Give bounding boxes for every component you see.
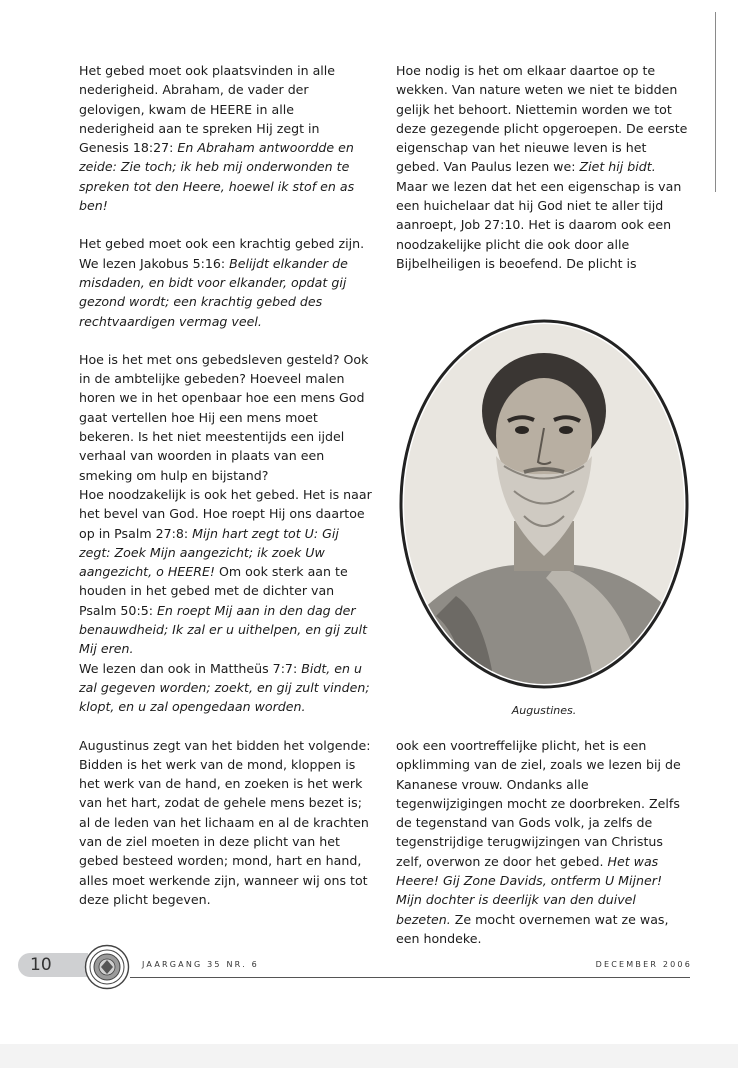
magazine-emblem-icon [84, 944, 130, 990]
augustine-portrait-image [396, 316, 692, 696]
right-paragraph-1: Hoe nodig is het om elkaar daartoe op te wekken. Van nature weten we niet te bidden gelijk het behoort. Niettemin worden we tot deze gezegende plicht opgeroepen. De eerste eigenschap van het nieuwe leven is het gebed. Van Paulus lezen we: Ziet hij bidt. [396, 63, 688, 175]
scan-bottom-strip [0, 1044, 738, 1068]
right-paragraph-3: ook een voortreffelijke plicht, het is een opklimming van de ziel, zoals we lezen bij de Kananese vrouw. Ondanks alle tegenwijzigingen mocht ze doorbreken. Zelfs de tegenstand van Gods volk, ja zelfs de tegenstrijdige terugwijzingen van Christus zelf, overwon ze door het gebed. Het was Heere! Gij Zone Davids, ontferm U Mijner! Mijn dochter is deerlijk van den duivel bezeten. Ze mocht overnemen wat ze was, een hondeke. [396, 738, 681, 946]
footer-rule [130, 977, 690, 978]
right-column-bottom [396, 736, 690, 948]
footer-issue: JAARGANG 35 NR. 6 [142, 960, 259, 969]
page-edge-rule [715, 12, 716, 192]
left-paragraph-1: Het gebed moet ook plaatsvinden in alle nederigheid. Abraham, de vader der gelovigen, kwam de HEERE in alle nederigheid aan te spreken Hij zegt in Genesis 18:27: En Abraham antwoordde en zeide: Zie toch; ik heb mij onderwonden te spreken tot den Heere, hoewel ik stof en as ben! [79, 63, 355, 214]
left-paragraph-2: Het gebed moet ook een krachtig gebed zijn. We lezen Jakobus 5:16: Belijdt elkander de misdaden, en bidt voor elkander, opdat gij gezond wordt; een krachtig gebed des rechtvaardigen vermag veel. [79, 236, 365, 329]
footer-date: DECEMBER 2006 [595, 960, 692, 969]
right-paragraph-2: Maar we lezen dat het een eigenschap is van een huichelaar dat hij God niet te aller tijd aanroept, Job 27:10. Het is daarom ook een noodzakelijke plicht die ook door alle Bijbelheiligen is beoefend. De plicht is [396, 178, 682, 271]
right-column-top [396, 61, 690, 273]
left-paragraph-6: Augustinus zegt van het bidden het volgende: Bidden is het werk van de mond, kloppen is het werk van de hand, en zoeken is het werk van het hart, zodat de gehele mens bezet is; al de leden van het lichaam en al de krachten van de ziel moeten in deze plicht van het gebed besteed worden; mond, hart en hand, alles moet werkende zijn, wanneer wij ons tot deze plicht begeven. [79, 737, 371, 907]
page-number: 10 [30, 955, 52, 975]
left-column [79, 61, 372, 909]
left-paragraph-3: Hoe is het met ons gebedsleven gesteld? Ook in de ambtelijke gebeden? Hoeveel malen horen we in het openbaar hoe een mens God gaat vertellen hoe Hij een mens moet bekeren. Is het niet meestentijds een ijdel verhaal van woorden in plaats van een smeking om hulp en bijstand? [79, 351, 369, 483]
portrait-caption: Augustines. [511, 704, 577, 717]
left-paragraph-4: Hoe noodzakelijk is ook het gebed. Het is naar het bevel van God. Hoe roept Hij ons daartoe op in Psalm 27:8: Mijn hart zegt tot U: Gij zegt: Zoek Mijn aangezicht; ik zoek Uw aangezicht, o HEERE! Om ook sterk aan te houden in het gebed met de dichter van Psalm 50:5: En roept Mij aan in den dag der benauwdheid; Ik zal er u uithelpen, en gij zult Mij eren. [79, 486, 372, 657]
left-paragraph-5: We lezen dan ook in Mattheüs 7:7: Bidt, en u zal gegeven worden; zoekt, en gij zult vinden; klopt, en u zal opengedaan worden. [79, 660, 370, 715]
page-number-tab [18, 953, 88, 977]
